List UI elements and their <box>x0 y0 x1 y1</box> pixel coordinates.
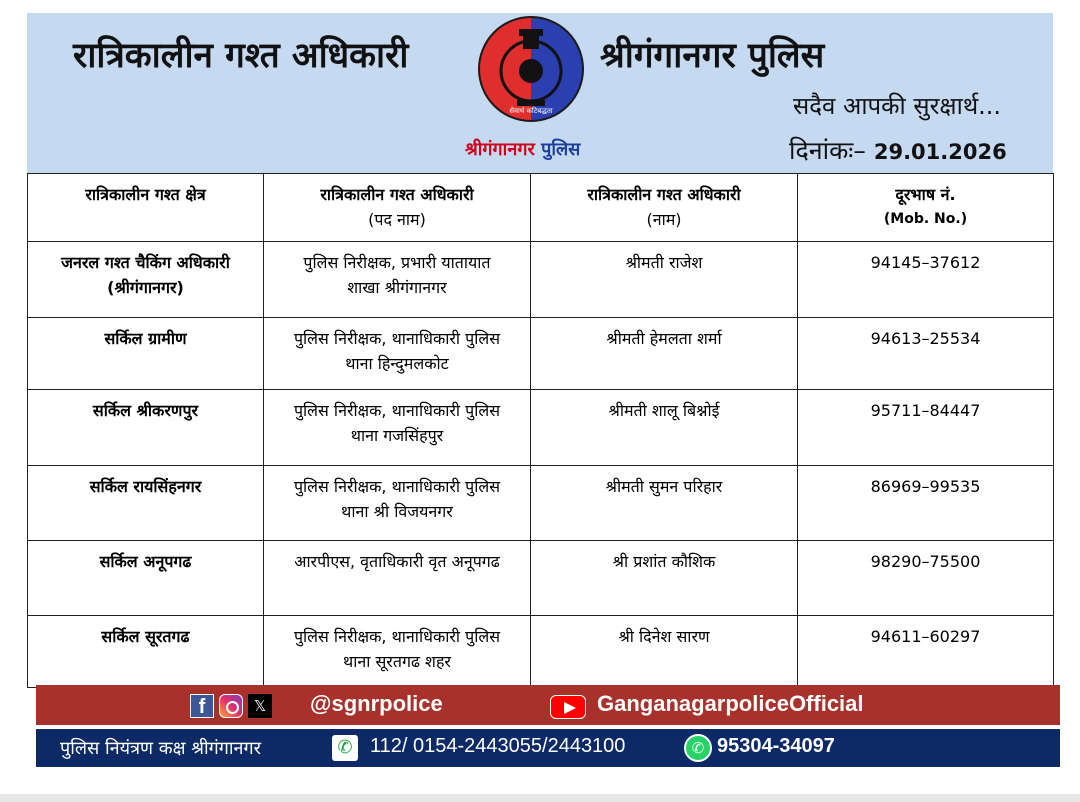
table-row <box>28 242 1054 318</box>
cell-area: जनरल गश्त चैकिंग अधिकारी (श्रीगंगानगर) <box>28 242 264 318</box>
social-handle[interactable]: @sgnrpolice <box>310 691 443 716</box>
cell-phone: 98290–75500 <box>798 541 1054 616</box>
cell-name: श्रीमती राजेश <box>531 242 798 318</box>
cell-designation: पुलिस निरीक्षक, थानाधिकारी पुलिस थाना श्री विजयनगर <box>264 466 531 541</box>
header-phone: दूरभाष नं. (Mob. No.) <box>798 174 1054 242</box>
cell-phone: 94611–60297 <box>798 616 1054 688</box>
cell-designation: पुलिस निरीक्षक, थानाधिकारी पुलिस थाना गजसिंहपुर <box>264 390 531 466</box>
control-room-numbers[interactable]: 112/ 0154-2443055/2443100 <box>370 735 626 757</box>
whatsapp-icon: ✆ <box>684 734 712 762</box>
cell-area: सर्किल रायसिंहनगर <box>28 466 264 541</box>
header-area: रात्रिकालीन गश्त क्षेत्र <box>28 174 264 242</box>
org-title: श्रीगंगानगर पुलिस <box>600 36 825 76</box>
cell-designation: पुलिस निरीक्षक, थानाधिकारी पुलिस थाना सूरतगढ शहर <box>264 616 531 688</box>
cell-name: श्रीमती शालू बिश्नोई <box>531 390 798 466</box>
table-row <box>28 541 1054 616</box>
date-row <box>789 133 1007 167</box>
contact-bar <box>36 729 1060 767</box>
cell-designation: पुलिस निरीक्षक, थानाधिकारी पुलिस थाना हिन्दुमलकोट <box>264 318 531 390</box>
header-designation: रात्रिकालीन गश्त अधिकारी (पद नाम) <box>264 174 531 242</box>
facebook-icon[interactable]: f <box>190 694 214 718</box>
cell-area: सर्किल अनूपगढ <box>28 541 264 616</box>
x-icon[interactable]: 𝕏 <box>248 694 272 718</box>
date-label: दिनांकः– <box>789 136 866 165</box>
instagram-icon[interactable] <box>219 694 243 718</box>
cell-designation: आरपीएस, वृताधिकारी वृत अनूपगढ <box>264 541 531 616</box>
table-row <box>28 466 1054 541</box>
date-value: 29.01.2026 <box>873 140 1007 164</box>
cell-designation: पुलिस निरीक्षक, प्रभारी यातायात शाखा श्रीगंगानगर <box>264 242 531 318</box>
patrol-duty-table <box>27 173 1054 688</box>
cell-name: श्री दिनेश सारण <box>531 616 798 688</box>
police-emblem-icon <box>477 15 585 123</box>
logo-caption-city: श्रीगंगानगर <box>465 139 535 160</box>
table-row <box>28 390 1054 466</box>
logo-caption <box>465 137 580 161</box>
cell-phone: 94145–37612 <box>798 242 1054 318</box>
logo-caption-police: पुलिस <box>534 139 581 160</box>
page-title: रात्रिकालीन गश्त अधिकारी <box>73 36 409 76</box>
cell-name: श्रीमती सुमन परिहार <box>531 466 798 541</box>
cell-name: श्री प्रशांत कौशिक <box>531 541 798 616</box>
cell-phone: 95711–84447 <box>798 390 1054 466</box>
cell-phone: 94613–25534 <box>798 318 1054 390</box>
phone-icon: ✆ <box>332 735 358 761</box>
cell-phone: 86969–99535 <box>798 466 1054 541</box>
table-row <box>28 616 1054 688</box>
youtube-icon[interactable] <box>550 695 586 719</box>
emblem-text: सेवार्थ कटिबद्धता <box>509 107 553 115</box>
header-banner <box>27 13 1053 173</box>
table-header-row <box>28 174 1054 242</box>
youtube-channel[interactable]: GanganagarpoliceOfficial <box>597 691 864 716</box>
social-bar <box>36 685 1060 725</box>
cell-area: सर्किल ग्रामीण <box>28 318 264 390</box>
control-room-label: पुलिस नियंत्रण कक्ष श्रीगंगानगर <box>60 738 262 759</box>
whatsapp-number[interactable]: 95304-34097 <box>717 735 835 757</box>
cell-area: सर्किल श्रीकरणपुर <box>28 390 264 466</box>
cell-name: श्रीमती हेमलता शर्मा <box>531 318 798 390</box>
table-row <box>28 318 1054 390</box>
motto: सदैव आपकी सुरक्षार्थ... <box>793 92 1002 120</box>
bottom-strip <box>0 794 1080 802</box>
header-name: रात्रिकालीन गश्त अधिकारी (नाम) <box>531 174 798 242</box>
cell-area: सर्किल सूरतगढ <box>28 616 264 688</box>
